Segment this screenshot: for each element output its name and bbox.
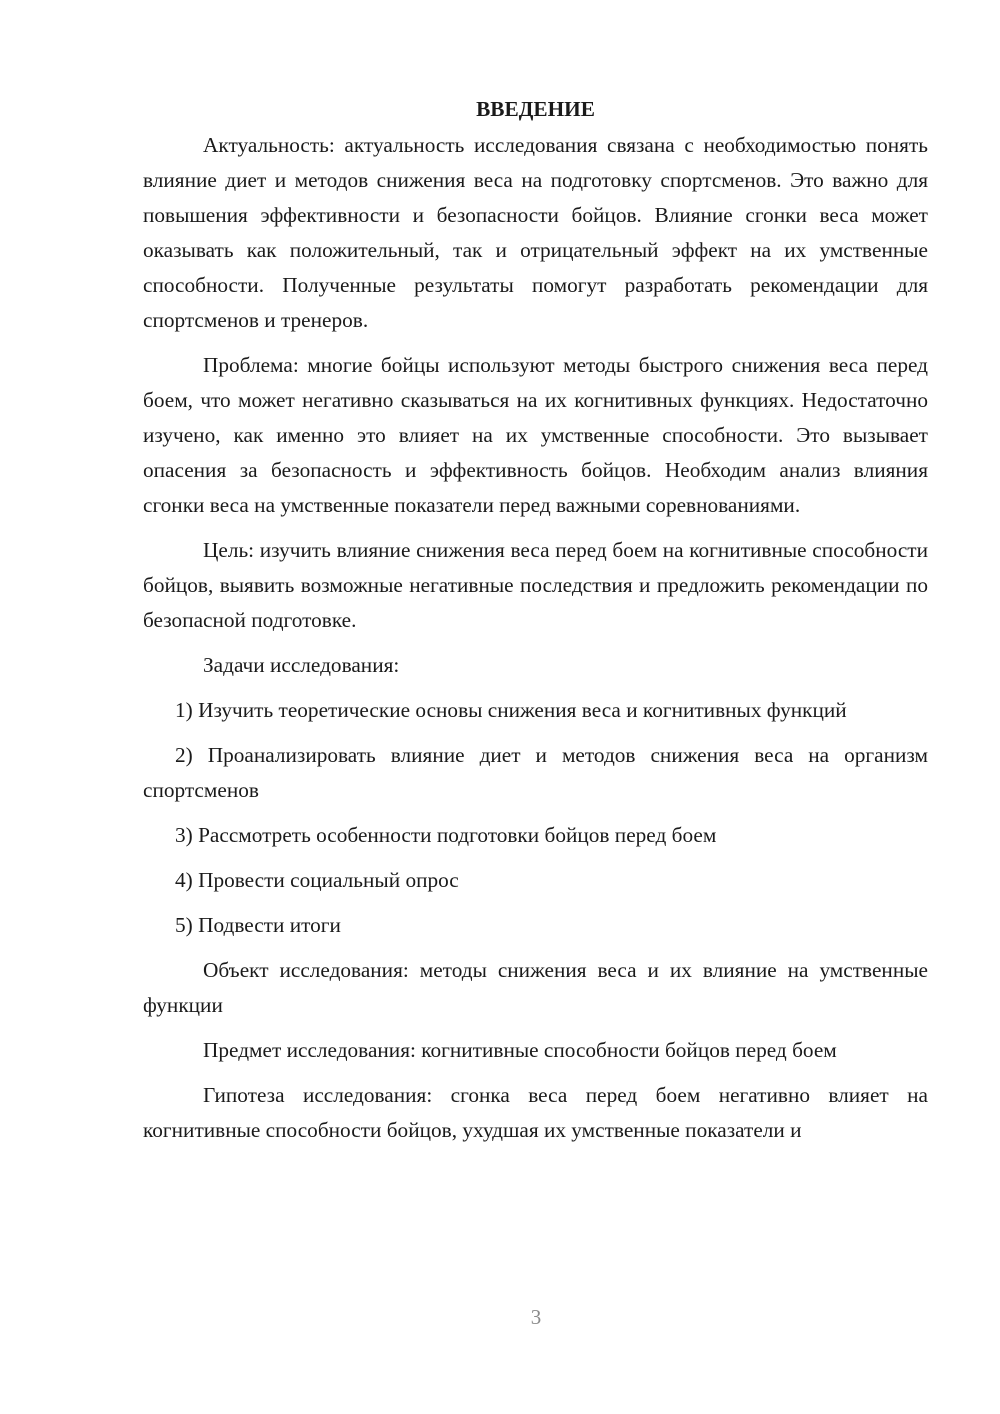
problem-paragraph: Проблема: многие бойцы используют методы быстрого снижения веса перед боем, что может негативно сказываться на их когнитивных функциях. Недостаточно изучено, как именно это влияет на их умственные способности. Это вызывает опасения за безопасность и эффективность бойцов. Необходим анализ влияния сгонки веса на умственные показатели перед важными соревнованиями. [143, 353, 928, 517]
document-page [143, 92, 928, 1158]
relevance-paragraph: Актуальность: актуальность исследования связана с необходимостью понять влияние диет и методов снижения веса на подготовку спортсменов. Это важно для повышения эффективности и безопасности бойцов. Влияние сгонки веса может оказывать как положительный, так и отрицательный эффект на их умственные способности. Полученные результаты помогут разработать рекомендации для спортсменов и тренеров. [143, 133, 928, 332]
page-number: 3 [530, 1305, 542, 1329]
task-item: 1) Изучить теоретические основы снижения веса и когнитивных функций [175, 698, 847, 722]
task-item: 2) Проанализировать влияние диет и методов снижения веса на организм спортсменов [143, 743, 928, 802]
subject-paragraph: Предмет исследования: когнитивные способности бойцов перед боем [203, 1038, 837, 1062]
task-item: 5) Подвести итоги [175, 913, 341, 937]
goal-paragraph: Цель: изучить влияние снижения веса перед боем на когнитивные способности бойцов, выявить возможные негативные последствия и предложить рекомендации по безопасной подготовке. [143, 538, 928, 632]
object-paragraph: Объект исследования: методы снижения веса и их влияние на умственные функции [143, 958, 928, 1017]
hypothesis-paragraph: Гипотеза исследования: сгонка веса перед боем негативно влияет на когнитивные способности бойцов, ухудшая их умственные показатели и [143, 1083, 928, 1142]
task-item: 3) Рассмотреть особенности подготовки бойцов перед боем [175, 823, 717, 847]
task-item: 4) Провести социальный опрос [175, 868, 459, 892]
tasks-heading: Задачи исследования: [203, 653, 400, 677]
section-title: ВВЕДЕНИЕ [476, 97, 595, 121]
